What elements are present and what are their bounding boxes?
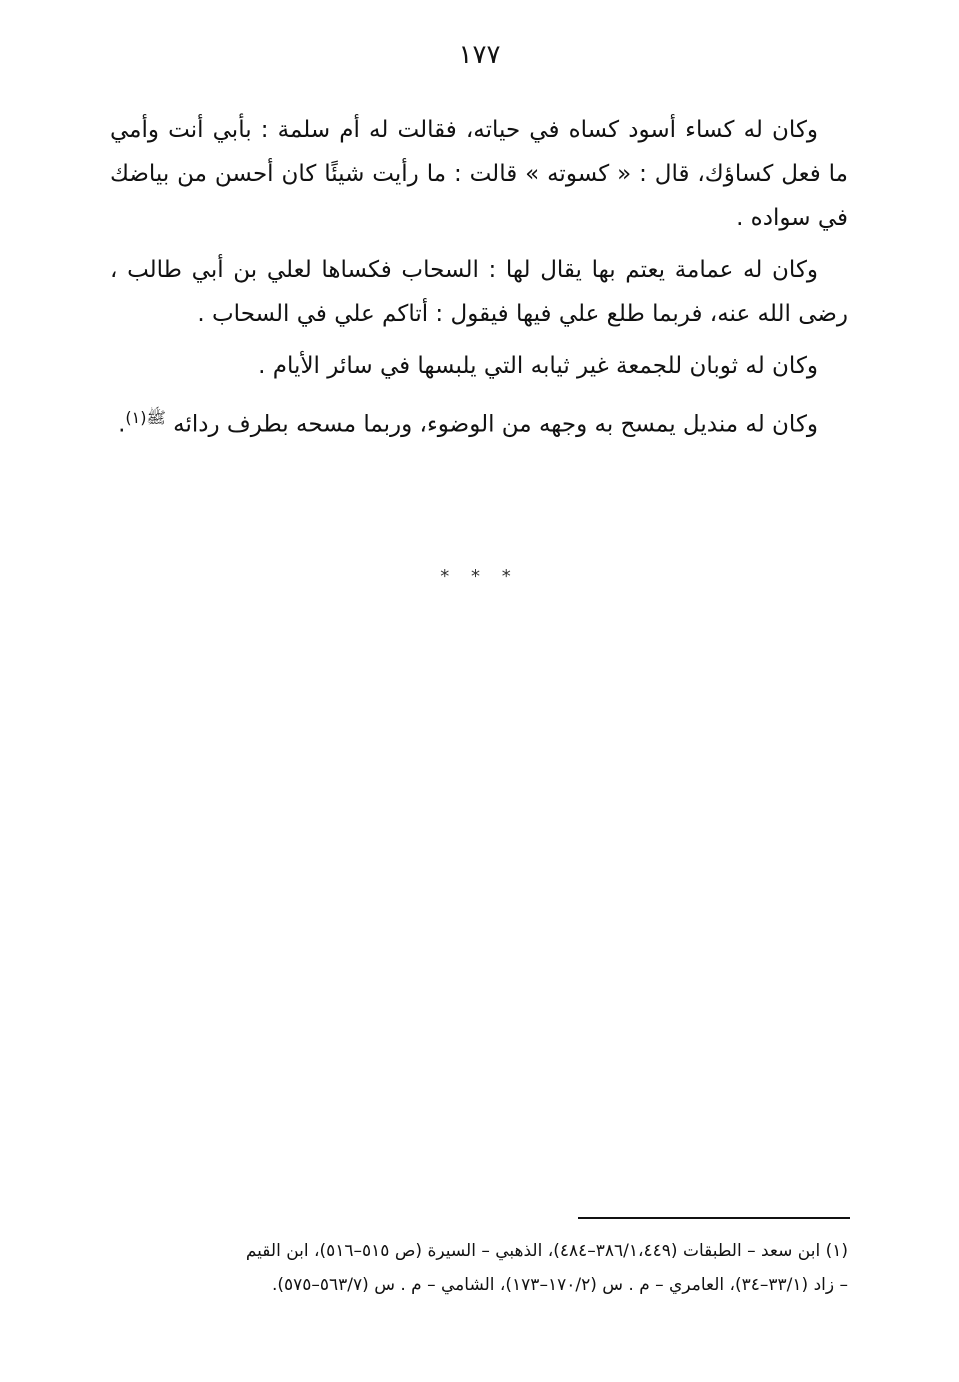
footnote-marker: (١)	[125, 408, 147, 427]
footnote-line: (١) ابن سعد – الطبقات (٣٨٦/١،٤٤٩–٤٨٤)، الذهبي – السيرة (ص ٥١٥–٥١٦)، ابن القيم	[245, 1241, 848, 1261]
paragraph-friday-garments: وكان له ثوبان للجمعة غير ثيابه التي يلبسها في سائر الأيام .	[258, 353, 818, 379]
footnote-divider	[578, 1217, 850, 1219]
paragraph-towel	[110, 396, 848, 447]
section-separator: * * *	[440, 566, 519, 587]
honorific-symbol: ﷺ	[146, 408, 166, 427]
paragraph-cloak: وكان له كساء أسود كساه في حياته، فقالت له أم سلمة : بأبي أنت وأمي ما فعل كساؤك، قال : « كسوته » قالت : ما رأيت شيئًا كان أحسن من بياضك في سواده .	[110, 117, 848, 231]
paragraph-towel-text: وكان له منديل يمسح به وجهه من الوضوء، وربما مسحه بطرف ردائه	[173, 411, 818, 438]
paragraph-turban: وكان له عمامة يعتم بها يقال لها : السحاب فكساها لعلي بن أبي طالب ، رضى الله عنه، فربما طلع علي فيها فيقول : أتاكم علي في السحاب .	[110, 257, 848, 327]
paragraph-end-mark: .	[118, 411, 126, 438]
footnotes	[110, 1234, 848, 1302]
page-number: ١٧٧	[458, 40, 501, 70]
footnote-line: – زاد (٣٣/١–٣٤)، العامري – م . س (١٧٠/٢–١٧٣)، الشامي – م . س (٥٦٣/٧–٥٧٥).	[271, 1275, 848, 1295]
main-text	[110, 108, 848, 447]
